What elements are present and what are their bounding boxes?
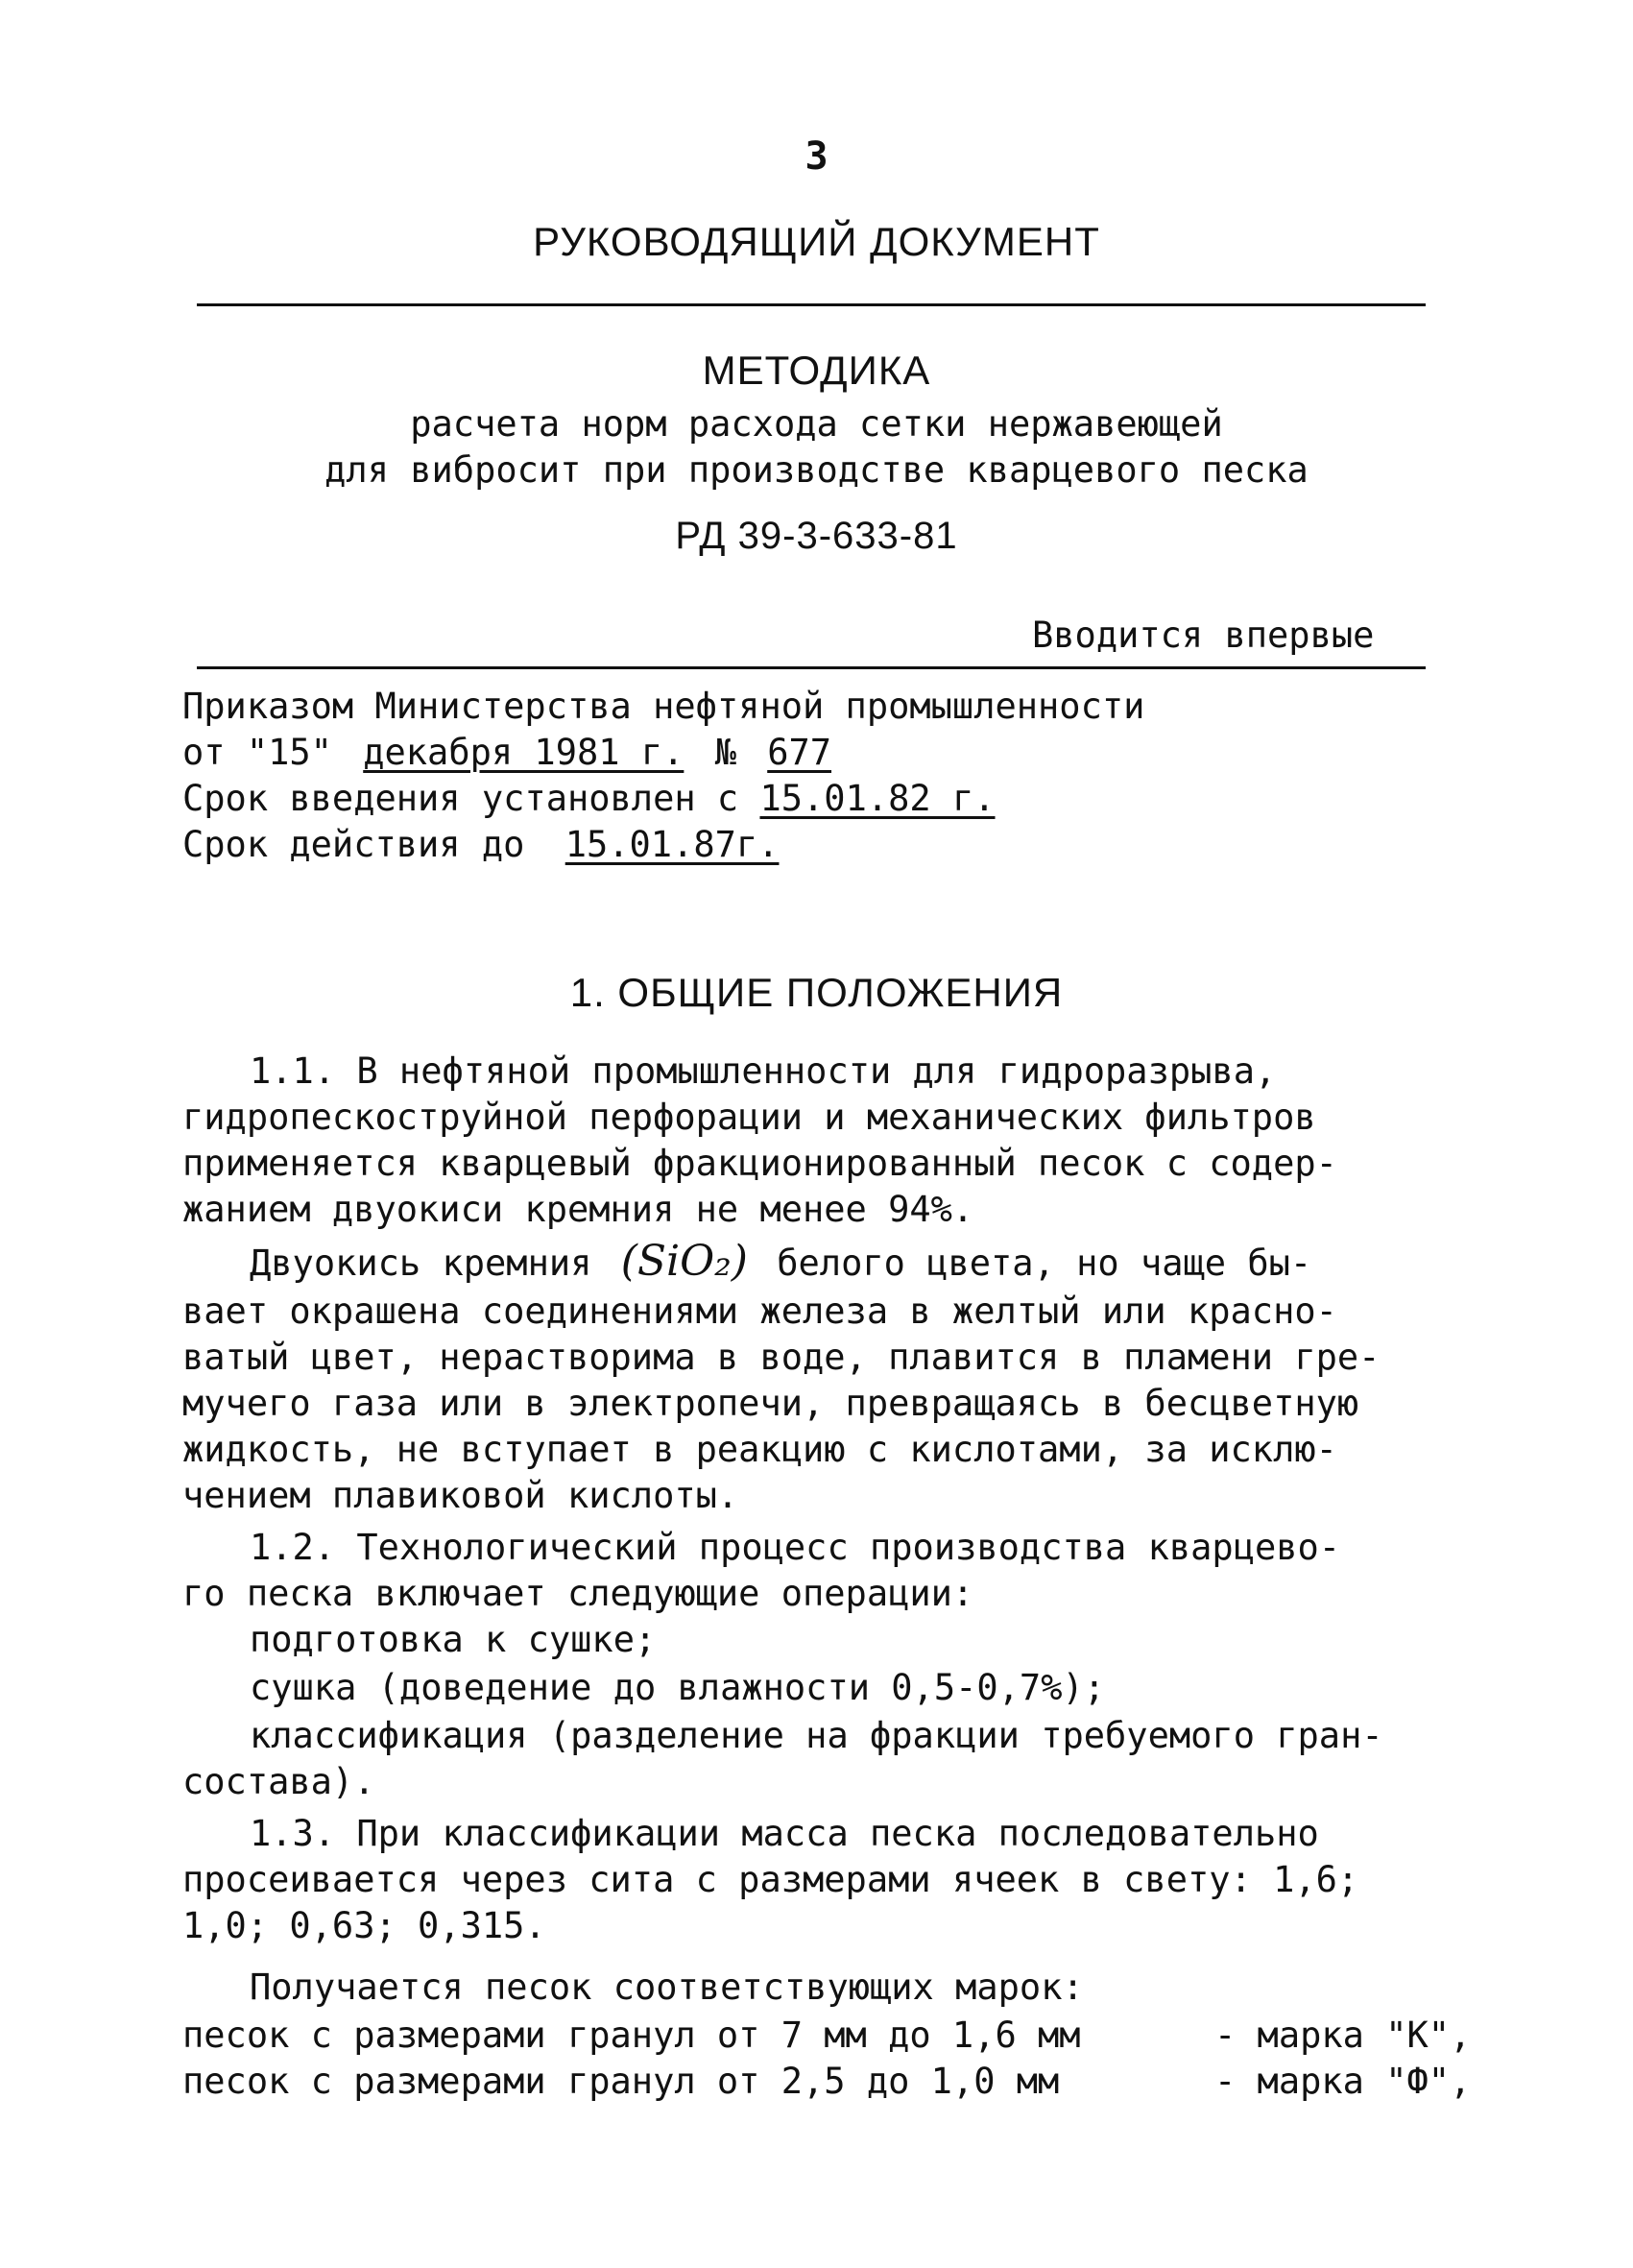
- start-date-prefix: Срок введения установлен с: [182, 778, 739, 819]
- order-date: декабря 1981 г.: [363, 732, 684, 773]
- paragraph-line: Получается песок соответствующих марок:: [250, 1966, 1084, 2008]
- order-line-4: [182, 822, 779, 868]
- order-text: Приказом Министерства нефтяной промышленности: [182, 686, 1145, 727]
- document-type-heading: РУКОВОДЯЩИЙ ДОКУМЕНТ: [533, 219, 1100, 264]
- header-divider: [197, 666, 1426, 669]
- operation-item-continued: состава).: [182, 1761, 375, 1802]
- grade-row-k: [182, 2013, 1498, 2059]
- document-subtitle-line-1: расчета норм расхода сетки нержавеющей: [410, 403, 1223, 445]
- paragraph-line: го песка включает следующие операции:: [182, 1573, 974, 1614]
- document-code: РД 39-3-633-81: [675, 515, 958, 557]
- grade-row-f: [182, 2059, 1498, 2105]
- paragraph-line: жанием двуокиси кремния не менее 94%.: [182, 1189, 974, 1230]
- valid-date: 15.01.87г.: [564, 824, 780, 865]
- grade-mark: - марка "Ф",: [1214, 2061, 1472, 2102]
- document-subtitle-line-2: для вибросит при производстве кварцевого песка: [324, 449, 1309, 491]
- paragraph-line: 1.3. При классификации масса песка последовательно: [250, 1813, 1319, 1854]
- valid-date-prefix: Срок действия до: [182, 824, 525, 865]
- formula-lead-text: Двуокись кремния: [250, 1243, 592, 1284]
- silicon-dioxide-formula: (SiO₂): [620, 1237, 748, 1286]
- top-divider: [197, 303, 1426, 306]
- page-number: 3: [804, 134, 829, 179]
- operation-item: подготовка к сушке;: [250, 1619, 657, 1660]
- order-line-2: [182, 730, 831, 776]
- order-line-3: [182, 776, 996, 822]
- order-from-prefix: от "15": [182, 732, 332, 773]
- start-date: 15.01.82 г.: [759, 778, 996, 819]
- section-heading: 1. ОБЩИЕ ПОЛОЖЕНИЯ: [569, 970, 1064, 1015]
- paragraph-line-formula: [250, 1239, 1311, 1287]
- paragraph-line: гидропескоструйной перфорации и механических фильтров: [182, 1097, 1316, 1138]
- intro-note: Вводится впервые: [1032, 615, 1375, 656]
- paragraph-line: 1.2. Технологический процесс производства кварцево-: [250, 1527, 1341, 1568]
- operation-item: классификация (разделение на фракции требуемого гран-: [250, 1715, 1383, 1756]
- paragraph-line: вает окрашена соединениями железа в желтый или красно-: [182, 1291, 1337, 1332]
- grade-text: песок с размерами гранул от 2,5 до 1,0 мм: [182, 2061, 1060, 2102]
- order-line-1: [182, 684, 1144, 730]
- paragraph-line: 1.1. В нефтяной промышленности для гидроразрыва,: [250, 1050, 1277, 1092]
- paragraph-line: чением плавиковой кислоты.: [182, 1475, 739, 1516]
- order-number-prefix: №: [714, 732, 736, 773]
- paragraph-line: просеивается через сита с размерами ячеек в свету: 1,6;: [182, 1859, 1359, 1900]
- document-title: МЕТОДИКА: [702, 348, 931, 393]
- grade-mark: - марка "К",: [1214, 2015, 1472, 2056]
- operation-item: сушка (доведение до влажности 0,5-0,7%);: [250, 1667, 1106, 1708]
- paragraph-line: ватый цвет, нерастворима в воде, плавится в пламени гре-: [182, 1337, 1381, 1378]
- paragraph-line: жидкость, не вступает в реакцию с кислотами, за исклю-: [182, 1429, 1337, 1470]
- grade-text: песок с размерами гранул от 7 мм до 1,6 мм: [182, 2015, 1081, 2056]
- paragraph-line: мучего газа или в электропечи, превращаясь в бесцветную: [182, 1383, 1359, 1424]
- formula-trail-text: белого цвета, но чаще бы-: [777, 1243, 1312, 1284]
- paragraph-line: 1,0; 0,63; 0,315.: [182, 1905, 546, 1946]
- paragraph-line: применяется кварцевый фракционированный песок с содер-: [182, 1143, 1337, 1184]
- order-number: 677: [767, 732, 832, 773]
